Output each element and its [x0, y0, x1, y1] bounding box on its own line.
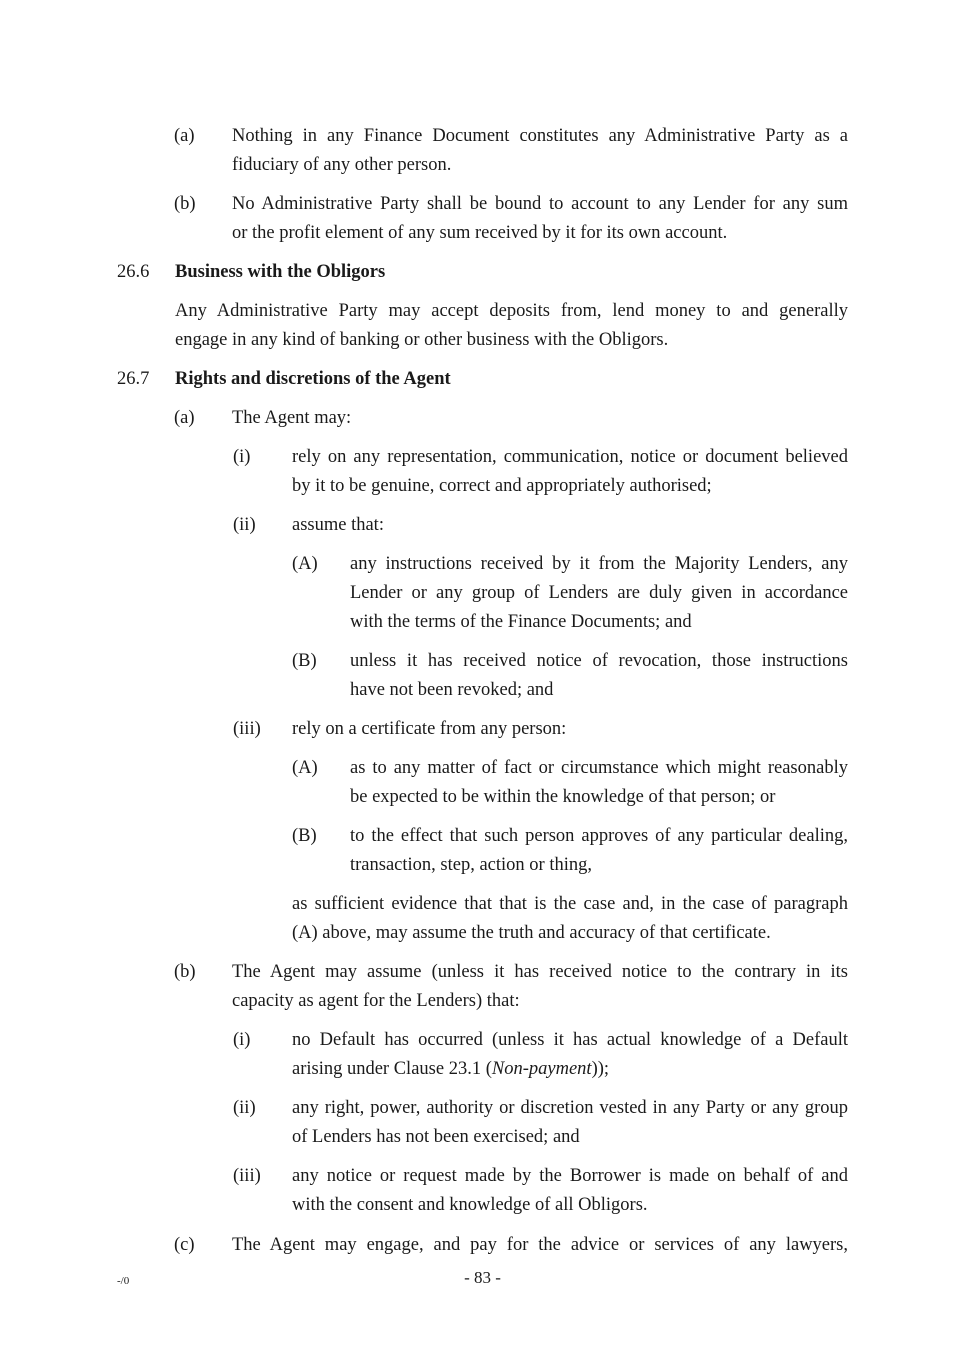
para-text: with the consent and knowledge of all Obligors.	[292, 1195, 648, 1215]
para-label: (A)	[292, 758, 318, 778]
para-text: transaction, step, action or thing,	[350, 855, 592, 875]
para-label: (B)	[292, 826, 317, 846]
para-text: rely on any representation, communication, notice or document believed	[292, 447, 848, 467]
para-text: be expected to be within the knowledge of that person; or	[350, 787, 776, 807]
page-number: - 83 -	[464, 1268, 501, 1287]
para-text: of Lenders has not been exercised; and	[292, 1127, 580, 1147]
para-text: to the effect that such person approves of any particular dealing,	[350, 826, 848, 846]
italic-term: Non-payment	[491, 1059, 592, 1079]
para-text: or the profit element of any sum received by it for its own account.	[232, 223, 728, 243]
section-number: 26.7	[117, 369, 150, 389]
para-text: Nothing in any Finance Document constitutes any Administrative Party as a	[232, 126, 848, 146]
para-label: (i)	[233, 447, 251, 467]
para-text: Lender or any group of Lenders are duly given in accordance	[350, 583, 848, 603]
para-text: The Agent may assume (unless it has received notice to the contrary in its	[232, 962, 848, 982]
para-text: any right, power, authority or discretion vested in any Party or any group	[292, 1098, 848, 1118]
para-text: no Default has occurred (unless it has actual knowledge of a Default	[292, 1030, 848, 1050]
para-label: (a)	[174, 408, 195, 428]
para-text: unless it has received notice of revocation, those instructions	[350, 651, 848, 671]
para-label: (A)	[292, 554, 318, 574]
section-number: 26.6	[117, 262, 150, 282]
para-label: (c)	[174, 1235, 195, 1255]
section-heading: Rights and discretions of the Agent	[175, 369, 451, 389]
para-text: ));	[591, 1059, 610, 1079]
para-text: Any Administrative Party may accept deposits from, lend money to and generally	[175, 301, 848, 321]
para-text: engage in any kind of banking or other business with the Obligors.	[175, 330, 669, 350]
para-text: fiduciary of any other person.	[232, 155, 452, 175]
para-label: (iii)	[233, 719, 261, 739]
para-text: rely on a certificate from any person:	[292, 719, 567, 739]
para-text: as sufficient evidence that that is the case and, in the case of paragraph	[292, 894, 848, 914]
para-text: The Agent may:	[232, 408, 352, 428]
footer-reference: -/0	[117, 1275, 130, 1287]
para-label: (a)	[174, 126, 195, 146]
para-label: (ii)	[233, 515, 256, 535]
para-text: capacity as agent for the Lenders) that:	[232, 991, 520, 1011]
para-label: (b)	[174, 962, 196, 982]
para-text: as to any matter of fact or circumstance which might reasonably	[350, 758, 848, 778]
para-label: (b)	[174, 194, 196, 214]
para-label: (B)	[292, 651, 317, 671]
para-text: (A) above, may assume the truth and accuracy of that certificate.	[292, 923, 771, 943]
para-text: assume that:	[292, 515, 384, 535]
para-text: No Administrative Party shall be bound to account to any Lender for any sum	[232, 194, 848, 214]
para-label: (ii)	[233, 1098, 256, 1118]
para-label: (i)	[233, 1030, 251, 1050]
para-text: with the terms of the Finance Documents; and	[350, 612, 692, 632]
para-label: (iii)	[233, 1166, 261, 1186]
para-text: The Agent may engage, and pay for the advice or services of any lawyers,	[232, 1235, 848, 1255]
para-text-with-italic	[292, 1058, 609, 1080]
para-text: any instructions received by it from the Majority Lenders, any	[350, 554, 848, 574]
para-text: have not been revoked; and	[350, 680, 554, 700]
section-heading: Business with the Obligors	[175, 262, 386, 282]
para-text: arising under Clause 23.1 (	[292, 1059, 492, 1079]
para-text: any notice or request made by the Borrower is made on behalf of and	[292, 1166, 848, 1186]
para-text: by it to be genuine, correct and appropriately authorised;	[292, 476, 712, 496]
